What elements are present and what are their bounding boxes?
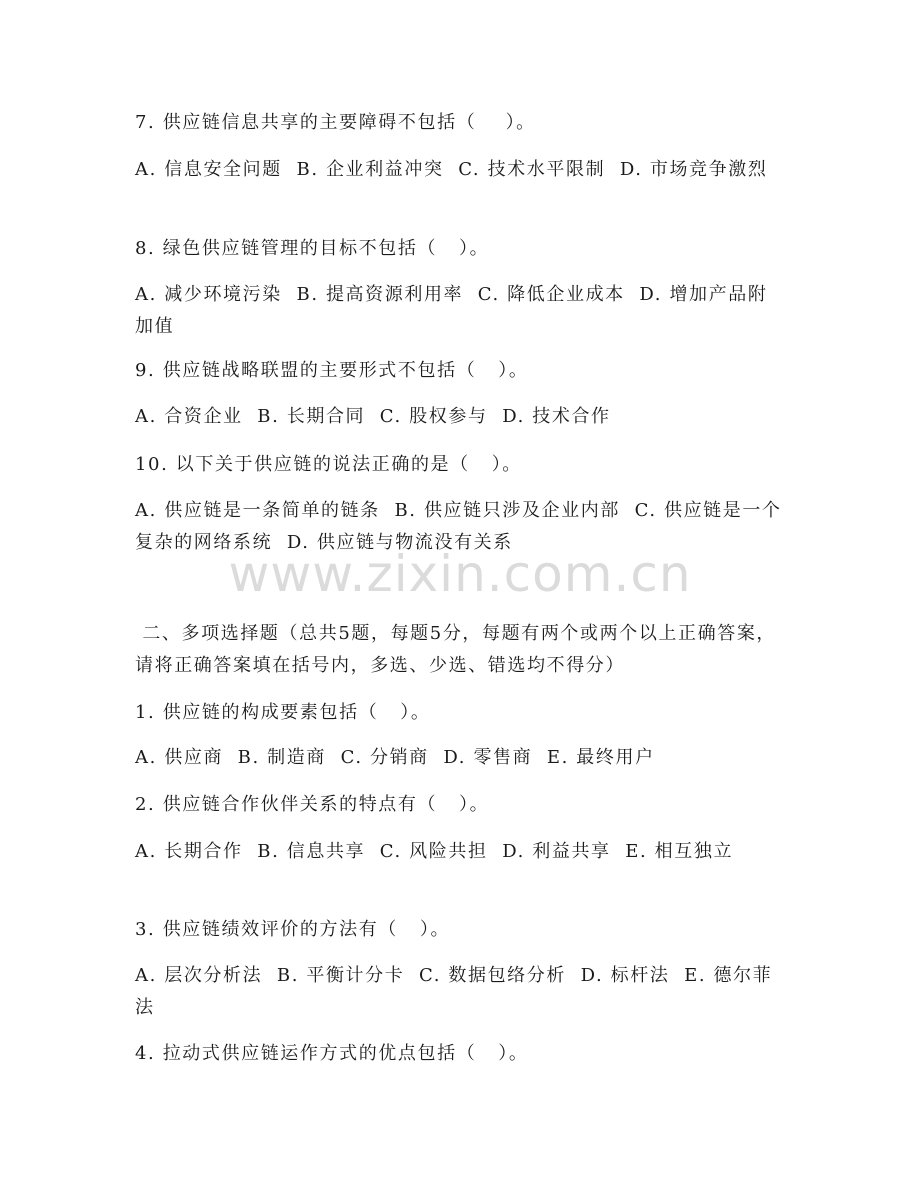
multi-question-1-options: A. 供应商 B. 制造商 C. 分销商 D. 零售商 E. 最终用户: [135, 747, 655, 768]
question-10: 10. 以下关于供应链的说法正确的是（ ）。: [135, 454, 522, 475]
multi-question-2: 2. 供应链合作伙伴关系的特点有（ ）。: [135, 794, 490, 815]
section-2-title: 二、多项选择题（总共5题，每题5分，每题有两个或两个以上正确答案，请将正确答案填在括号内，多选、少选、错选均不得分）: [135, 623, 777, 676]
question-7: 7. 供应链信息共享的主要障碍不包括（ ）。: [135, 112, 536, 133]
question-8: 8. 绿色供应链管理的目标不包括（ ）。: [135, 238, 490, 259]
multi-question-4: 4. 拉动式供应链运作方式的优点包括（ ）。: [135, 1043, 529, 1064]
question-8-options: A. 减少环境污染 B. 提高资源利用率 C. 降低企业成本 D. 增加产品附加值: [135, 284, 768, 337]
watermark-text: www.zixin.com.cn: [228, 545, 692, 603]
question-9-options: A. 合资企业 B. 长期合同 C. 股权参与 D. 技术合作: [135, 406, 611, 427]
multi-question-3-options: A. 层次分析法 B. 平衡计分卡 C. 数据包络分析 D. 标杆法 E. 德尔菲法: [135, 965, 773, 1018]
question-9: 9. 供应链战略联盟的主要形式不包括（ ）。: [135, 360, 529, 381]
question-10-options: A. 供应链是一条简单的链条 B. 供应链只涉及企业内部 C. 供应链是一个复杂的网络系统 D. 供应链与物流没有关系: [135, 500, 782, 553]
multi-question-1: 1. 供应链的构成要素包括（ ）。: [135, 702, 431, 723]
question-7-options: A. 信息安全问题 B. 企业利益冲突 C. 技术水平限制 D. 市场竞争激烈: [135, 159, 768, 180]
multi-question-2-options: A. 长期合作 B. 信息共享 C. 风险共担 D. 利益共享 E. 相互独立: [135, 841, 734, 862]
multi-question-3: 3. 供应链绩效评价的方法有（ ）。: [135, 919, 451, 940]
